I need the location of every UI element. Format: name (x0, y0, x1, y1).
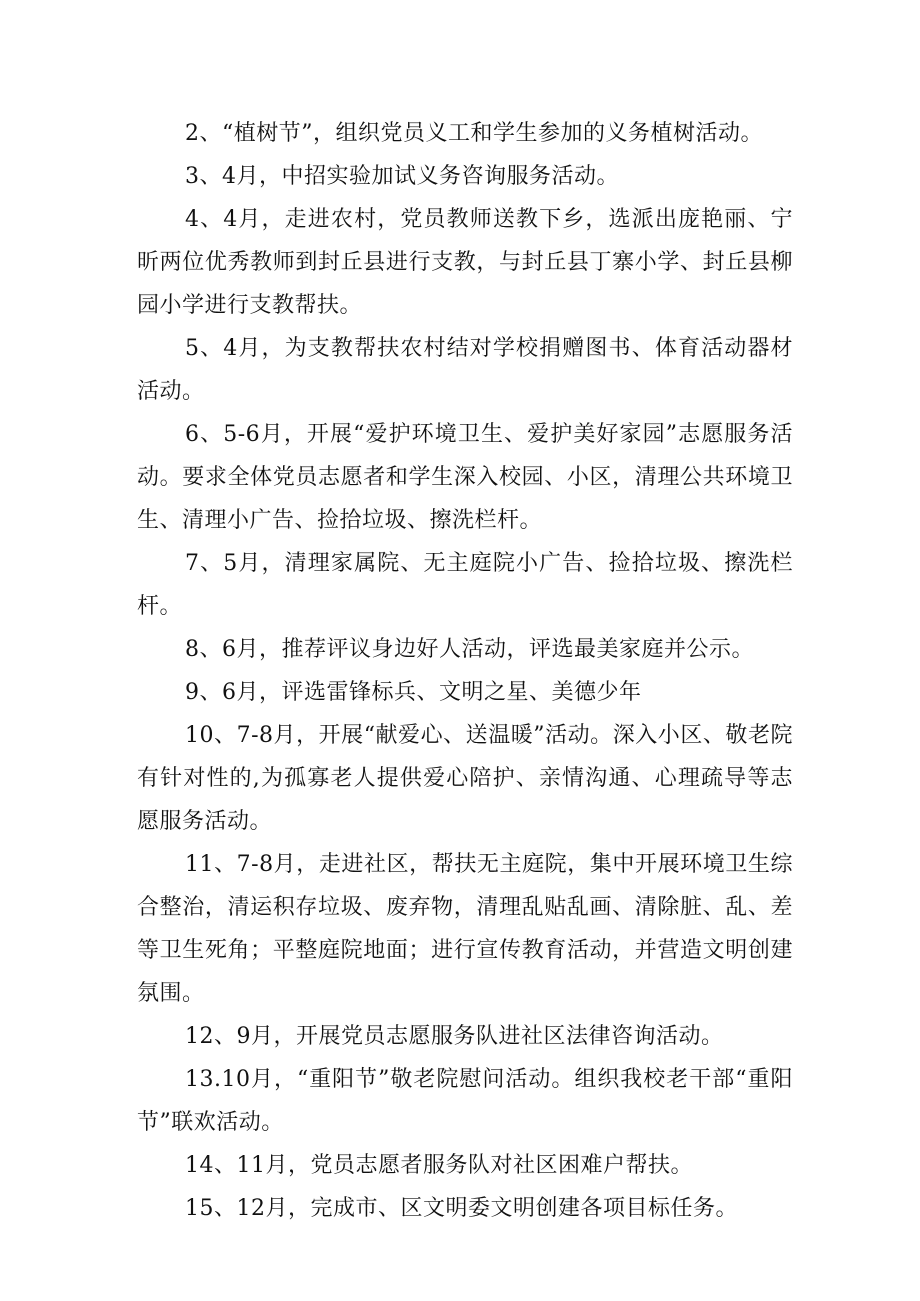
paragraph-item-15: 15、12月，完成市、区文明委文明创建各项目标任务。 (185, 1196, 738, 1221)
paragraph-item-3: 3、4月，中招实验加试义务咨询服务活动。 (185, 164, 619, 189)
paragraph-item-6: 6、5-6月，开展“爱护环境卫生、爱护美好家园”志愿服务活动。要求全体党员志愿者和学生深入校园、小区，清理公共环境卫生、清理小广告、捡拾垃圾、擦洗栏杆。 (137, 422, 793, 533)
paragraph-item-10: 10、7-8月，开展“献爱心、送温暖”活动。深入小区、敬老院有针对性的,为孤寡老人提供爱心陪护、亲情沟通、心理疏导等志愿服务活动。 (137, 723, 793, 834)
paragraph-item-4: 4、4月，走进农村，党员教师送教下乡，选派出庞艳丽、宁昕两位优秀教师到封丘县进行支教，与封丘县丁寨小学、封丘县柳园小学进行支教帮扶。 (137, 207, 793, 318)
paragraph-item-14: 14、11月，党员志愿者服务队对社区困难户帮扶。 (185, 1153, 693, 1178)
paragraph-item-7: 7、5月，清理家属院、无主庭院小广告、捡拾垃圾、擦洗栏杆。 (137, 551, 793, 619)
document-body (137, 112, 793, 1230)
paragraph-item-9: 9、6月，评选雷锋标兵、文明之星、美德少年 (185, 680, 642, 705)
paragraph-item-5: 5、4月，为支教帮扶农村结对学校捐赠图书、体育活动器材活动。 (137, 336, 793, 404)
paragraph-item-11: 11、7-8月，走进社区，帮扶无主庭院，集中开展环境卫生综合整治，清运积存垃圾、废弃物，清理乱贴乱画、清除脏、乱、差等卫生死角；平整庭院地面；进行宣传教育活动，并营造文明创建氛围。 (137, 852, 793, 1006)
paragraph-item-8: 8、6月，推荐评议身边好人活动，评选最美家庭并公示。 (185, 637, 754, 662)
paragraph-item-12: 12、9月，开展党员志愿服务队进社区法律咨询活动。 (185, 1024, 724, 1049)
paragraph-item-2: 2、“植树节”，组织党员义工和学生参加的义务植树活动。 (185, 121, 763, 146)
paragraph-item-13: 13.10月，“重阳节”敬老院慰问活动。组织我校老干部“重阳节”联欢活动。 (137, 1067, 793, 1135)
